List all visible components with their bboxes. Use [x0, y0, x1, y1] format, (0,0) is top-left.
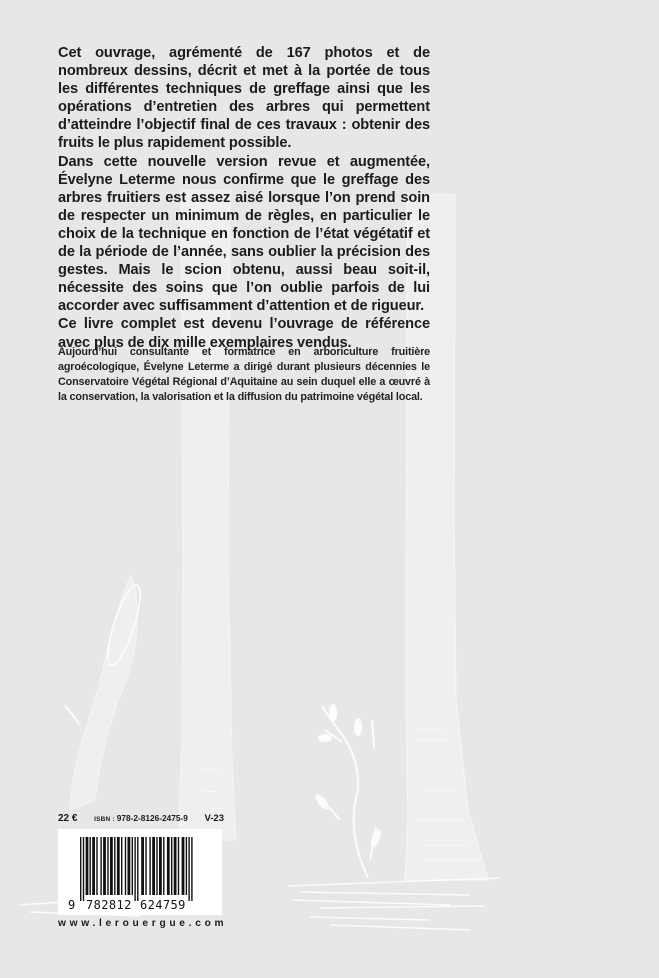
publisher-website: www.lerouergue.com: [58, 918, 228, 929]
barcode-digit-lead: 9: [68, 898, 76, 912]
book-blurb: [58, 44, 430, 352]
isbn-number: 978-2-8126-2475-9: [116, 813, 188, 823]
isbn: [94, 813, 188, 823]
barcode-digits-right: 624759: [140, 898, 186, 912]
version-code: V-23: [204, 813, 224, 824]
blurb-paragraph-2: Dans cette nouvelle version revue et augmentée, Évelyne Leterme nous confirme que le greffage des arbres fruitiers est assez aisé lorsque l’on prend soin de respecter un minimum de règles, en particulier le choix de la technique en fonction de l’état végétatif et de la période de l’année, sans oublier la précision des gestes. Mais le scion obtenu, aussi beau soit-il, nécessite des soins que l’on oublie parfois de lui accorder avec suffisamment d’attention et de rigueur.: [58, 153, 430, 315]
barcode: [58, 829, 222, 915]
blurb-paragraph-1: Cet ouvrage, agrémenté de 167 photos et de nombreux dessins, décrit et met à la portée de tous les différentes techniques de greffage ainsi que les opérations d’entretien des arbres qui permettent d’atteindre l’objectif final de ces travaux : obtenir des fruits le plus rapidement possible.: [58, 45, 430, 152]
blurb-paragraph-3: Ce livre complet est devenu l’ouvrage de référence avec plus de dix mille exemplaires vendus.: [58, 316, 430, 351]
barcode-bars: [58, 829, 222, 915]
author-bio: Aujourd’hui consultante et formatrice en arboriculture fruitière agroécologique, Évelyne Leterme a dirigé durant plusieurs décennies le Conservatoire Végétal Régional d’Aquitaine au sein duquel elle a œuvré à la conservation, la valorisation et la diffusion du patrimoine végétal local.: [58, 346, 430, 403]
barcode-digits-left: 782812: [86, 898, 132, 912]
price: 22 €: [58, 813, 78, 824]
isbn-label: ISBN :: [94, 816, 115, 823]
pricing-line: [58, 813, 224, 824]
